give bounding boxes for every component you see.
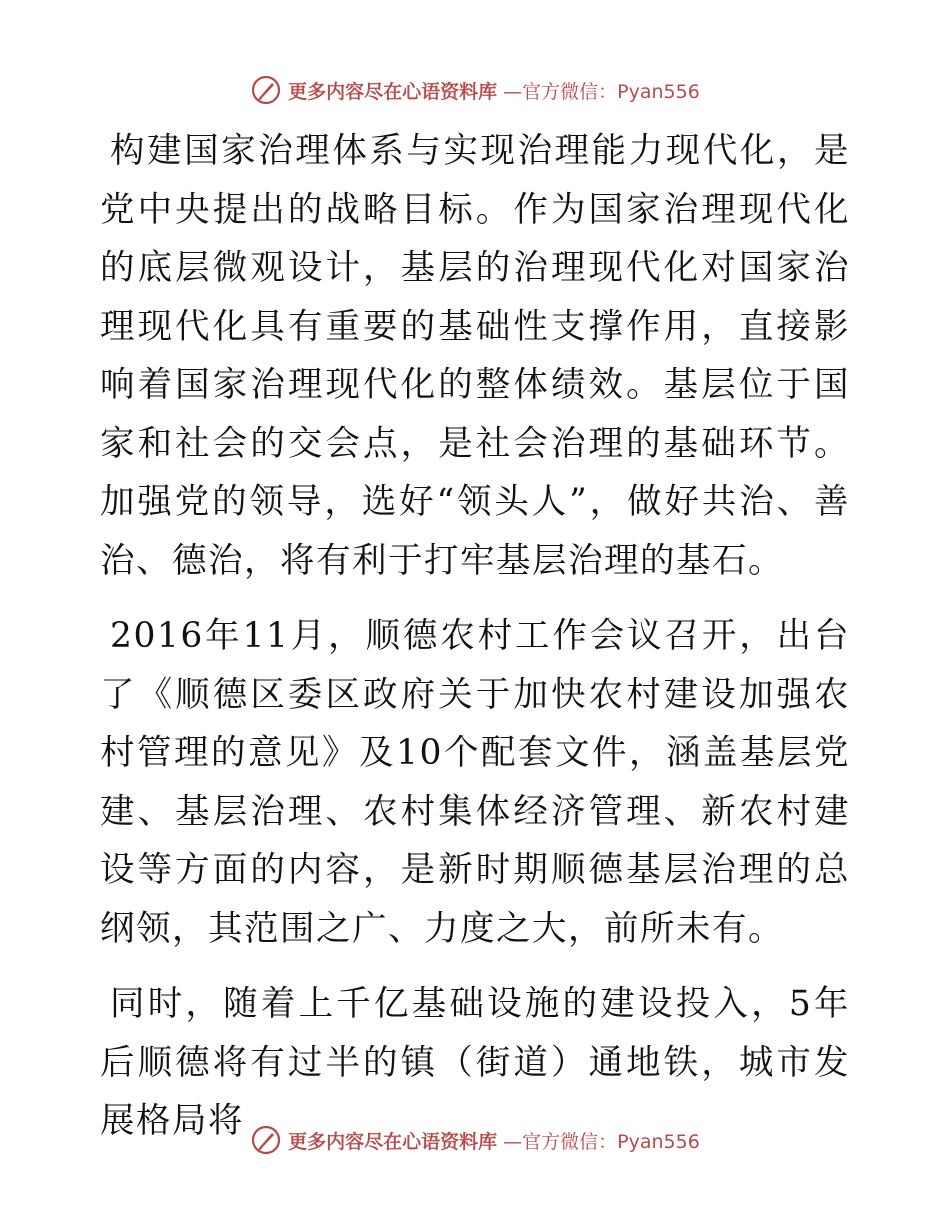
quill-pen-logo-icon [250, 1124, 282, 1156]
banner-brand-text: 更多内容尽在心语资料库 [288, 1130, 498, 1153]
banner-brand-text: 更多内容尽在心语资料库 [288, 80, 498, 103]
paragraph-2: 2016年11月，顺德农村工作会议召开，出台了《顺德区委区政府关于加快农村建设加强农村管理的意见》及10个配套文件，涵盖基层党建、基层治理、农村集体经济管理、新农村建设等方面的内容，是新时期顺德基层治理的总纲领，其范围之广、力度之大，前所未有。 [100, 616, 850, 949]
quill-pen-logo-icon [250, 74, 282, 106]
header-banner [0, 70, 950, 110]
banner-contact-text: —官方微信：Pyan556 [503, 80, 700, 103]
footer-banner [0, 1120, 950, 1160]
paragraph-1: 构建国家治理体系与实现治理能力现代化，是党中央提出的战略目标。作为国家治理现代化的底层微观设计，基层的治理现代化对国家治理现代化具有重要的基础性支撑作用，直接影响着国家治理现代化的整体绩效。基层位于国家和社会的交会点，是社会治理的基础环节。加强党的领导，选好“领头人”，做好共治、善治、德治，将有利于打牢基层治理的基石。 [100, 131, 850, 581]
document-body [100, 122, 850, 1168]
paragraph-3: 同时，随着上千亿基础设施的建设投入，5年后顺德将有过半的镇（街道）通地铁，城市发展格局将 [100, 984, 850, 1141]
banner-contact-text: —官方微信：Pyan556 [503, 1130, 700, 1153]
